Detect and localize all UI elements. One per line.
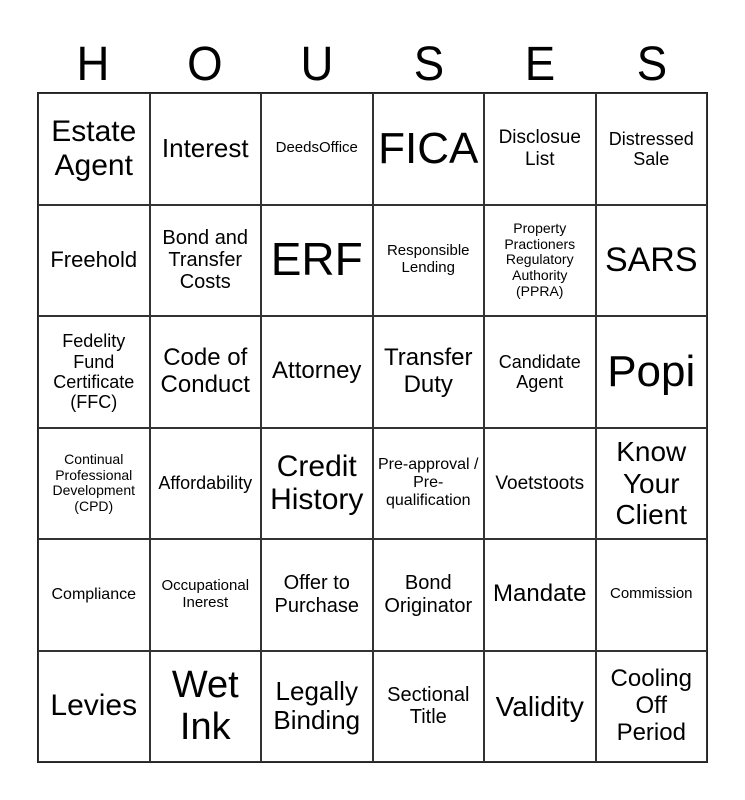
bingo-cell[interactable]	[38, 316, 150, 428]
bingo-cell[interactable]	[261, 651, 373, 763]
cell-text: Code of Conduct	[160, 343, 250, 398]
cell-text: Pre-approval / Pre-qualification	[378, 456, 479, 510]
bingo-cell[interactable]	[261, 428, 373, 540]
bingo-cell[interactable]	[373, 651, 485, 763]
cell-text: Popi	[607, 347, 696, 397]
cell-text: Distressed Sale	[608, 128, 694, 169]
bingo-cell[interactable]	[38, 205, 150, 317]
bingo-cell[interactable]	[484, 316, 596, 428]
cell-text: Compliance	[51, 585, 136, 603]
bingo-board	[37, 92, 708, 763]
cell-text: Property Practioners Regulatory Authority (PPRA)	[504, 220, 576, 299]
cell-text: Levies	[50, 689, 138, 723]
cell-text: Wet Ink	[171, 663, 239, 749]
bingo-cell[interactable]	[150, 428, 262, 540]
cell-text: Responsible Lending	[386, 242, 470, 277]
header-letter: S	[413, 38, 444, 91]
bingo-cell[interactable]	[38, 93, 150, 205]
bingo-cell[interactable]	[261, 539, 373, 651]
bingo-cell[interactable]	[596, 316, 708, 428]
cell-text: Bond Originator	[384, 572, 473, 617]
cell-text: Disclosue List	[498, 127, 581, 170]
bingo-cell[interactable]	[484, 651, 596, 763]
cell-text: Occupational Inerest	[161, 576, 250, 611]
bingo-cell[interactable]	[261, 93, 373, 205]
bingo-cell[interactable]	[373, 205, 485, 317]
header-letter: O	[186, 38, 223, 91]
bingo-cell[interactable]	[38, 539, 150, 651]
bingo-cell[interactable]	[373, 539, 485, 651]
cell-text: Attorney	[272, 357, 362, 385]
cell-text: SARS	[604, 241, 698, 280]
bingo-cell[interactable]	[484, 205, 596, 317]
cell-text: Fedelity Fund Certificate (FFC)	[53, 331, 135, 412]
bingo-cell[interactable]	[150, 539, 262, 651]
cell-text: Voetstoots	[495, 472, 585, 494]
bingo-cell[interactable]	[484, 93, 596, 205]
cell-text: Continual Professional Development (CPD)	[52, 450, 135, 514]
bingo-cell[interactable]	[150, 651, 262, 763]
bingo-cell[interactable]	[38, 428, 150, 540]
cell-text: Commission	[609, 585, 693, 603]
cell-text: Candidate Agent	[498, 351, 581, 392]
cell-text: Mandate	[493, 580, 587, 608]
bingo-cell[interactable]	[484, 428, 596, 540]
cell-text: Cooling Off Period	[610, 664, 692, 746]
bingo-cell[interactable]	[38, 651, 150, 763]
bingo-cell[interactable]	[150, 205, 262, 317]
header-letter: E	[525, 38, 556, 91]
header-letter: S	[636, 38, 668, 91]
bingo-header	[37, 38, 708, 92]
bingo-cell[interactable]	[373, 93, 485, 205]
bingo-cell[interactable]	[261, 316, 373, 428]
header-letter: H	[76, 38, 110, 91]
cell-text: Interest	[161, 133, 249, 164]
cell-text: Freehold	[50, 246, 138, 272]
bingo-cell[interactable]	[596, 205, 708, 317]
cell-text: Bond and Transfer Costs	[162, 226, 249, 294]
bingo-cell[interactable]	[596, 539, 708, 651]
bingo-cell[interactable]	[596, 93, 708, 205]
cell-text: Legally Binding	[273, 676, 361, 736]
bingo-cell[interactable]	[596, 651, 708, 763]
cell-text: Estate Agent	[51, 115, 137, 182]
bingo-cell[interactable]	[373, 428, 485, 540]
cell-text: Sectional Title	[387, 683, 470, 729]
cell-text: Know Your Client	[615, 436, 688, 530]
cell-text: Offer to Purchase	[274, 572, 359, 617]
cell-text: Validity	[495, 690, 584, 722]
cell-text: ERF	[270, 233, 363, 286]
bingo-cell[interactable]	[150, 316, 262, 428]
cell-text: FICA	[378, 124, 479, 174]
bingo-cell[interactable]	[261, 205, 373, 317]
bingo-cell[interactable]	[484, 539, 596, 651]
bingo-cell[interactable]	[150, 93, 262, 205]
header-letter: U	[300, 38, 334, 91]
cell-text: DeedsOffice	[275, 139, 358, 157]
cell-text: Transfer Duty	[384, 343, 473, 398]
bingo-cell[interactable]	[596, 428, 708, 540]
cell-text: Credit History	[270, 449, 364, 517]
bingo-cell[interactable]	[373, 316, 485, 428]
cell-text: Affordability	[158, 473, 253, 494]
